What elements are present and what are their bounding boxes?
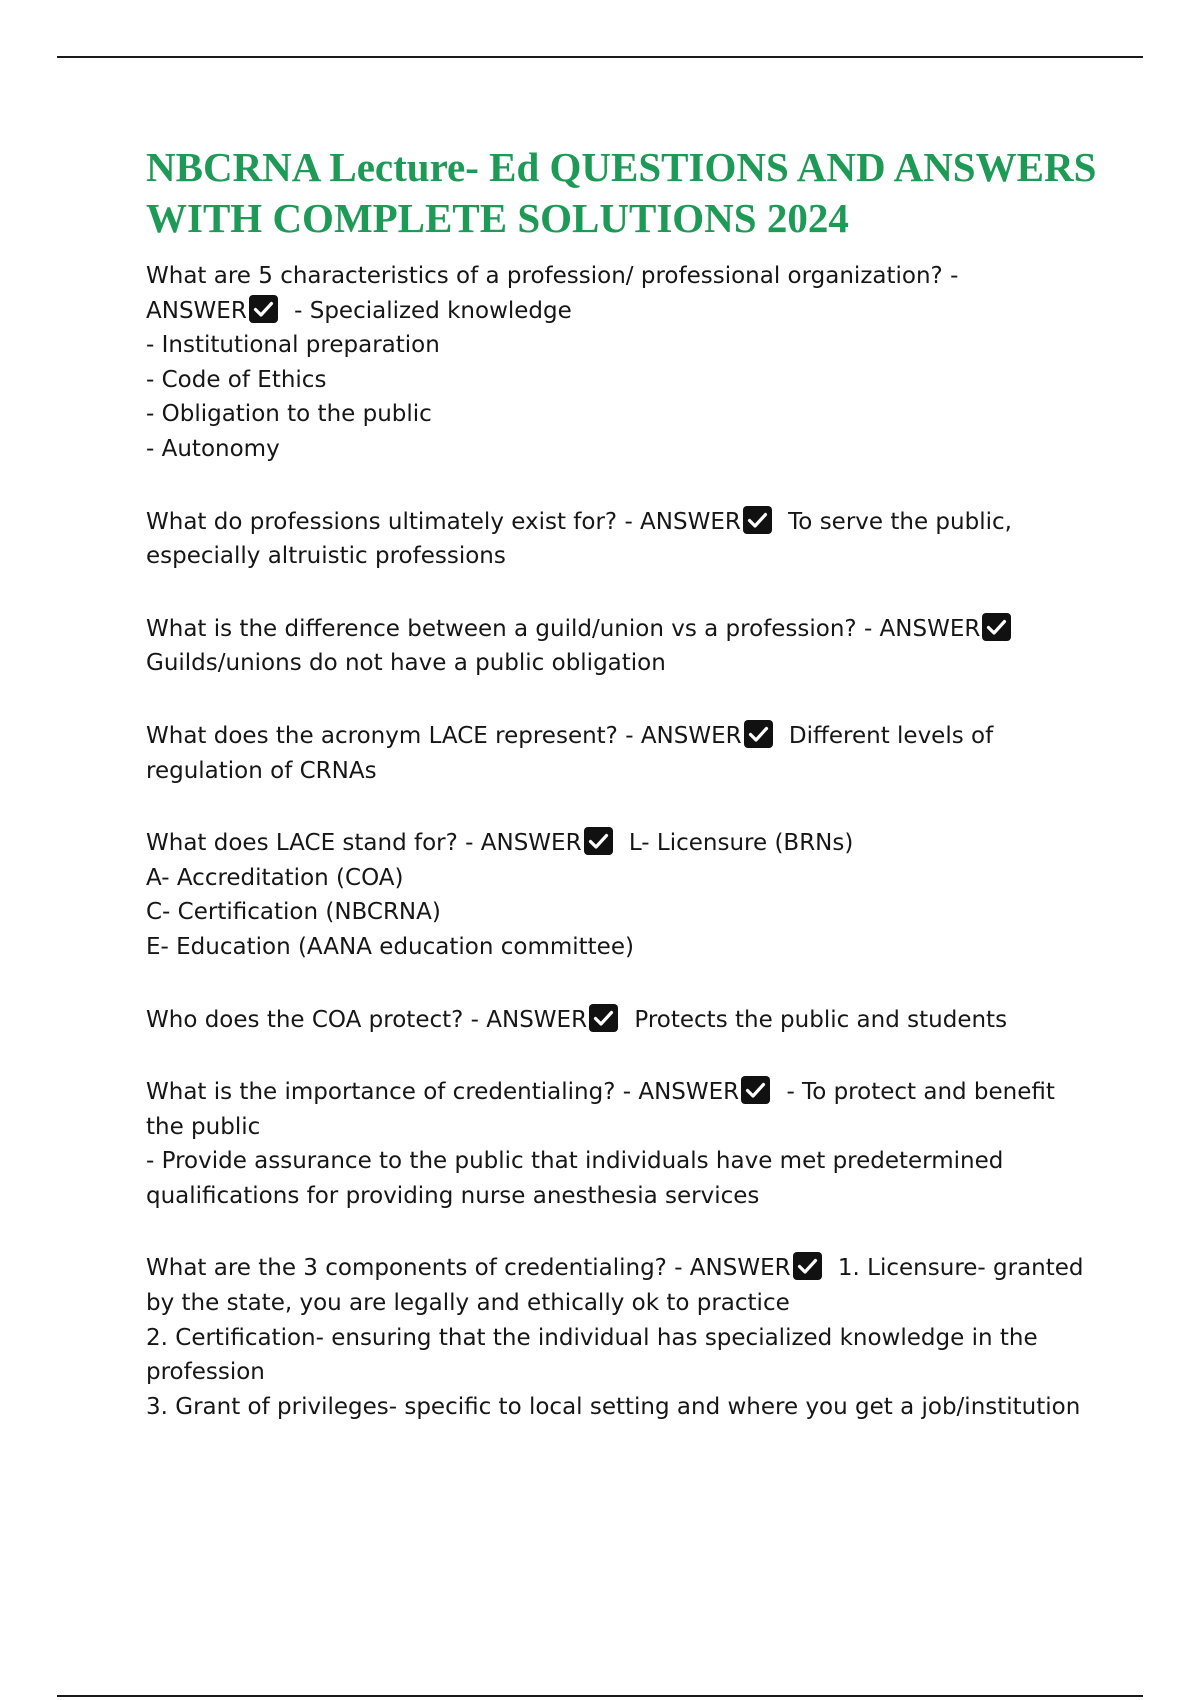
qa-line: E- Education (AANA education committee) (146, 933, 634, 960)
bottom-rule (57, 1695, 1143, 1697)
qa-line: - Autonomy (146, 435, 280, 462)
title-line: NBCRNA Lecture- Ed QUESTIONS AND ANSWERS (146, 144, 1097, 190)
qa-line: - Provide assurance to the public that individuals have met predetermined (146, 1148, 1004, 1175)
qa-line (146, 1003, 1106, 1038)
qa-line (146, 826, 1106, 861)
qa-line: - Obligation to the public (146, 401, 432, 428)
answer-text: 1. Licensure- granted (830, 1255, 1084, 1282)
qa-line: - Institutional preparation (146, 332, 440, 359)
checkbox-checked-icon (589, 1004, 618, 1032)
checkbox-checked-icon (793, 1252, 822, 1280)
question-text: Who does the COA protect? - ANSWER (146, 1006, 588, 1033)
qa-line (146, 719, 1106, 754)
question-text: What do professions ultimately exist for? - ANSWER (146, 508, 741, 535)
qa-item (146, 1251, 1106, 1424)
answer-text: L- Licensure (BRNs) (621, 830, 854, 857)
qa-item (146, 719, 1106, 788)
qa-line: 2. Certification- ensuring that the individual has specialized knowledge in the (146, 1324, 1038, 1351)
top-rule (57, 56, 1143, 58)
checkbox-checked-icon (743, 506, 772, 534)
qa-line (146, 1075, 1106, 1110)
qa-list (146, 259, 1106, 1462)
qa-item (146, 612, 1106, 681)
checkbox-checked-icon (982, 613, 1011, 641)
qa-line: C- Certification (NBCRNA) (146, 899, 441, 926)
checkbox-checked-icon (744, 720, 773, 748)
qa-line: especially altruistic professions (146, 543, 506, 570)
answer-text: - Specialized knowledge (286, 297, 572, 324)
qa-line: the public (146, 1113, 261, 1140)
question-text: What are the 3 components of credentialing? - ANSWER (146, 1255, 791, 1282)
answer-text: - To protect and benefit (779, 1079, 1055, 1106)
qa-line: Guilds/unions do not have a public obligation (146, 650, 666, 677)
answer-text: Protects the public and students (627, 1006, 1008, 1033)
question-text: What is the importance of credentialing? - ANSWER (146, 1079, 740, 1106)
qa-item (146, 1075, 1106, 1213)
qa-line (146, 612, 1106, 647)
qa-line: qualifications for providing nurse anesthesia services (146, 1182, 760, 1209)
checkbox-checked-icon (249, 295, 278, 323)
document-title (146, 142, 1106, 244)
qa-item (146, 826, 1106, 964)
qa-line: regulation of CRNAs (146, 757, 377, 784)
qa-line (146, 505, 1106, 540)
qa-line: by the state, you are legally and ethically ok to practice (146, 1290, 790, 1317)
qa-line (146, 294, 1106, 329)
answer-text: To serve the public, (780, 508, 1012, 535)
qa-item (146, 505, 1106, 574)
question-text: What does LACE stand for? - ANSWER (146, 830, 582, 857)
qa-line: profession (146, 1359, 265, 1386)
qa-line (146, 1251, 1106, 1286)
qa-item (146, 1003, 1106, 1038)
checkbox-checked-icon (584, 827, 613, 855)
qa-line: What are 5 characteristics of a profession/ professional organization? - (146, 263, 959, 289)
question-text: ANSWER (146, 297, 247, 324)
checkbox-checked-icon (741, 1076, 770, 1104)
qa-line: - Code of Ethics (146, 366, 327, 393)
qa-item (146, 259, 1106, 467)
question-text: What is the difference between a guild/union vs a profession? - ANSWER (146, 615, 981, 642)
qa-line: A- Accreditation (COA) (146, 864, 404, 891)
title-line: WITH COMPLETE SOLUTIONS 2024 (146, 195, 849, 241)
qa-line: 3. Grant of privileges- specific to local setting and where you get a job/institution (146, 1393, 1081, 1420)
answer-text: Different levels of (781, 722, 994, 749)
question-text: What does the acronym LACE represent? - ANSWER (146, 722, 742, 749)
